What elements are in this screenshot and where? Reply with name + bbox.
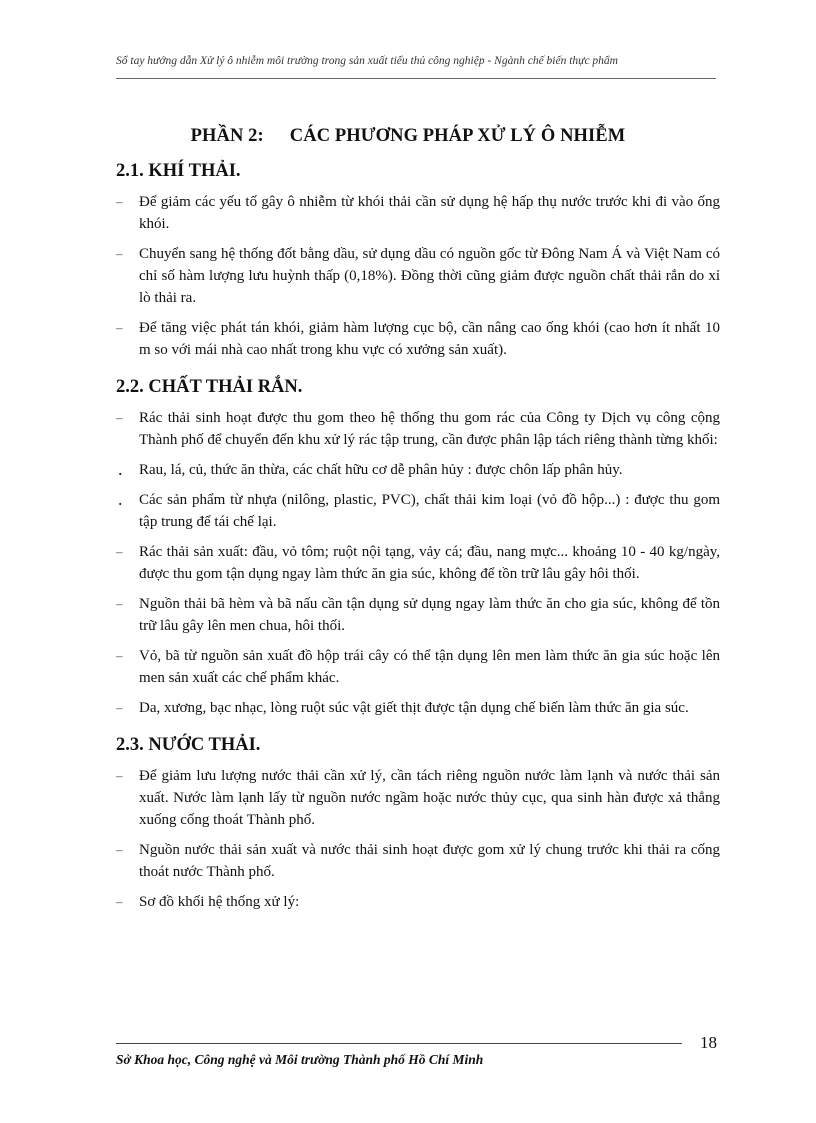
dash-bullet: – bbox=[116, 894, 123, 909]
dot-bullet: . bbox=[118, 489, 123, 509]
item-text: Chuyển sang hệ thống đốt bằng dầu, sử dụng dầu có nguồn gốc từ Đông Nam Á và Việt Nam có chỉ số hàm lượng lưu huỳnh thấp (0,18%). Đồng thời cũng giảm được nguồn chất thải rắn do xỉ lò thải ra. bbox=[139, 246, 720, 306]
page-header: Sổ tay hướng dẫn Xử lý ô nhiễm môi trường trong sản xuất tiểu thủ công nghiệp - Ngành chế biến thực phẩm bbox=[116, 55, 618, 67]
list-item bbox=[116, 541, 720, 585]
item-text: Các sản phẩm từ nhựa (nilông, plastic, PVC), chất thải kim loại (vỏ đồ hộp...) : được thu gom tập trung để tái chế lại. bbox=[139, 492, 720, 530]
list-item bbox=[116, 191, 720, 235]
list-item bbox=[116, 489, 720, 533]
list-item bbox=[116, 459, 720, 481]
section-heading-khi-thai: 2.1. KHÍ THẢI. bbox=[116, 161, 241, 181]
item-text: Nguồn nước thải sản xuất và nước thải sinh hoạt được gom xử lý chung trước khi thải ra cống thoát nước Thành phố. bbox=[139, 842, 720, 880]
item-text: Vỏ, bã từ nguồn sản xuất đồ hộp trái cây có thể tận dụng lên men làm thức ăn gia súc hoặc lên men sản xuất các chế phẩm khác. bbox=[139, 648, 720, 686]
list-item bbox=[116, 317, 720, 361]
part-title bbox=[0, 126, 816, 147]
list-item bbox=[116, 645, 720, 689]
dash-bullet: – bbox=[116, 246, 123, 261]
item-text: Rác thải sinh hoạt được thu gom theo hệ thống thu gom rác của Công ty Dịch vụ công cộng Thành phố để chuyển đến khu xử lý rác tập trung, cần được phân lập tách riêng thành từng khối: bbox=[139, 410, 720, 448]
page-number: 18 bbox=[700, 1033, 717, 1052]
dash-bullet: – bbox=[116, 410, 123, 425]
dash-bullet: – bbox=[116, 648, 123, 663]
item-text: Để tăng việc phát tán khói, giảm hàm lượng cục bộ, cần nâng cao ống khói (cao hơn ít nhất 10 m so với mái nhà cao nhất trong khu vực có xưởng sản xuất). bbox=[139, 320, 720, 358]
document-body bbox=[116, 156, 720, 913]
item-text: Để giảm lưu lượng nước thải cần xử lý, cần tách riêng nguồn nước làm lạnh và nước thải sản xuất. Nước làm lạnh lấy từ nguồn nước ngầm hoặc nước thủy cục, qua sinh hàn được xả thẳng xuống cống thoát Thành phố. bbox=[139, 768, 720, 828]
list-item bbox=[116, 891, 720, 913]
dash-bullet: – bbox=[116, 842, 123, 857]
section-heading-chat-thai-ran: 2.2. CHẤT THẢI RẮN. bbox=[116, 377, 303, 397]
dash-bullet: – bbox=[116, 194, 123, 209]
list-item bbox=[116, 593, 720, 637]
footer-divider bbox=[116, 1043, 682, 1044]
list-item bbox=[116, 765, 720, 831]
page-footer: Sở Khoa học, Công nghệ và Môi trường Thành phố Hồ Chí Minh bbox=[116, 1052, 484, 1067]
item-text: Để giảm các yếu tố gây ô nhiễm từ khói thải cần sử dụng hệ hấp thụ nước trước khi đi vào ống khói. bbox=[139, 194, 720, 232]
item-text: Da, xương, bạc nhạc, lòng ruột súc vật giết thịt được tận dụng chế biến làm thức ăn gia súc. bbox=[139, 700, 689, 716]
list-item bbox=[116, 697, 720, 719]
dash-bullet: – bbox=[116, 544, 123, 559]
dash-bullet: – bbox=[116, 596, 123, 611]
item-text: Sơ đồ khối hệ thống xử lý: bbox=[139, 894, 300, 910]
part-title-text: CÁC PHƯƠNG PHÁP XỬ LÝ Ô NHIỄM bbox=[289, 126, 626, 146]
item-text: Nguồn thải bã hèm và bã nấu cần tận dụng sử dụng ngay làm thức ăn cho gia súc, không để tồn trữ lâu gây lên men chua, hôi thối. bbox=[139, 596, 720, 634]
section-heading-nuoc-thai: 2.3. NƯỚC THẢI. bbox=[116, 735, 261, 755]
dot-bullet: . bbox=[118, 459, 123, 479]
dash-bullet: – bbox=[116, 320, 123, 335]
dash-bullet: – bbox=[116, 768, 123, 783]
list-item bbox=[116, 243, 720, 309]
item-text: Rác thải sản xuất: đầu, vỏ tôm; ruột nội tạng, vảy cá; đầu, nang mực... khoảng 10 - 40 kg/ngày, được thu gom tận dụng ngay làm thức ăn gia súc, không để tồn trữ lâu gây hôi thối. bbox=[139, 544, 720, 582]
list-item bbox=[116, 407, 720, 451]
header-divider bbox=[116, 78, 716, 79]
dash-bullet: – bbox=[116, 700, 123, 715]
item-text: Rau, lá, củ, thức ăn thừa, các chất hữu cơ dễ phân hủy : được chôn lấp phân hủy. bbox=[139, 462, 623, 478]
part-number: PHẦN 2: bbox=[190, 126, 264, 146]
list-item bbox=[116, 839, 720, 883]
